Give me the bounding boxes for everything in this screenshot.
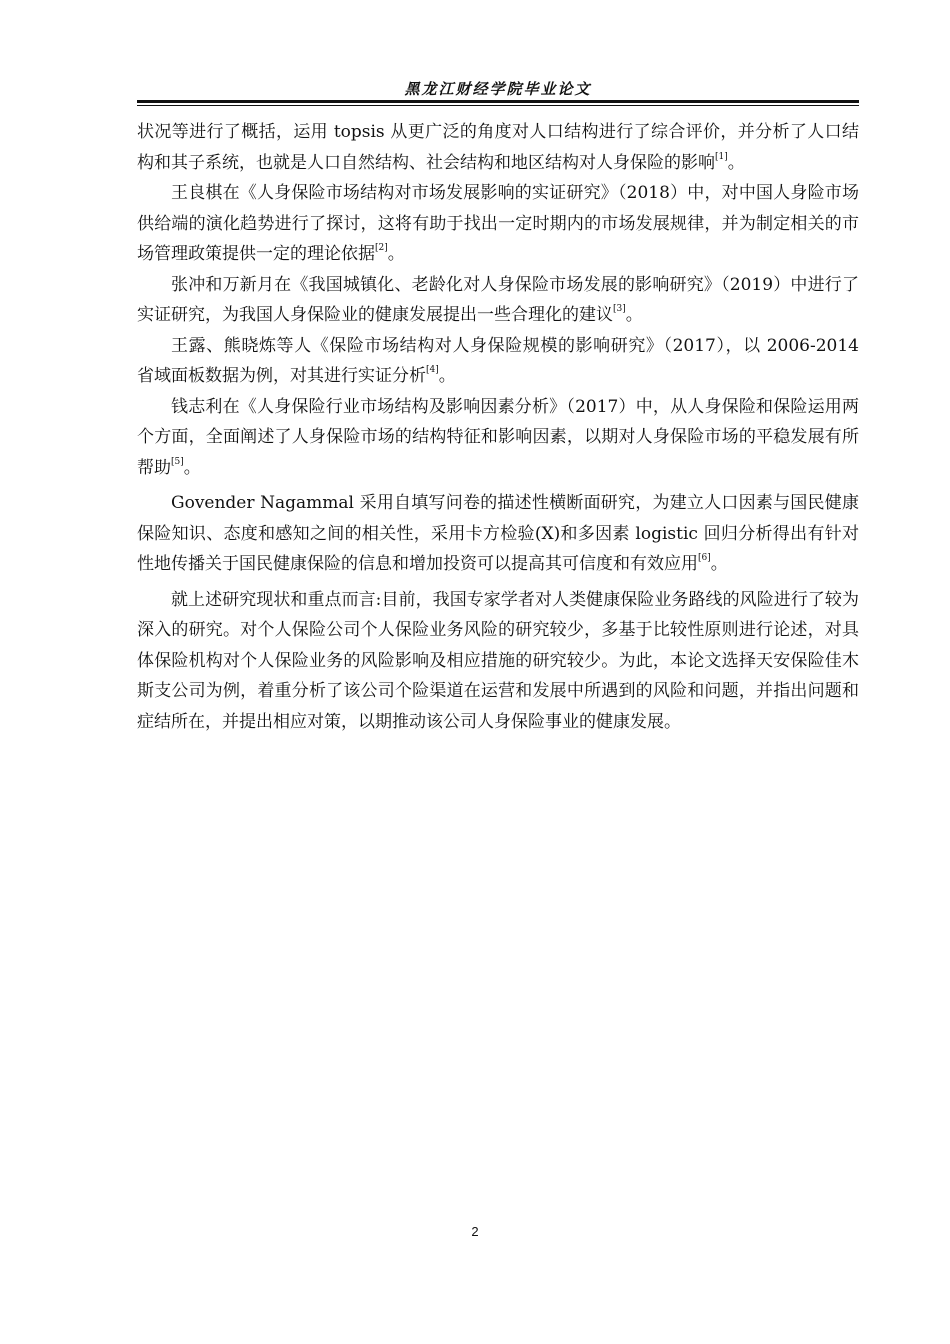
header-rule-thin xyxy=(137,105,859,106)
paragraph: 钱志利在《人身保险行业市场结构及影响因素分析》（2017）中，从人身保险和保险运用两个方面，全面阐述了人身保险市场的结构特征和影响因素，以期对人身保险市场的平稳发展有所帮助[5]。 xyxy=(137,396,859,478)
citation-ref: [5] xyxy=(171,456,184,467)
citation-ref: [6] xyxy=(698,553,711,564)
paragraph: 就上述研究现状和重点而言:目前，我国专家学者对人类健康保险业务路线的风险进行了较为深入的研究。对个人保险公司个人保险业务风险的研究较少，多基于比较性原则进行论述，对具体保险机构对个人保险业务的风险影响及相应措施的研究较少。为此，本论文选择天安保险佳木斯支公司为例，着重分析了该公司个险渠道在运营和发展中所遇到的风险和问题，并指出问题和症结所在，并提出相应对策，以期推动该公司人身保险事业的健康发展。 xyxy=(137,589,859,732)
citation-ref: [3] xyxy=(613,304,626,315)
citation-ref: [2] xyxy=(375,243,388,254)
page-number: 2 xyxy=(471,1224,479,1239)
paragraph: 王良棋在《人身保险市场结构对市场发展影响的实证研究》（2018）中，对中国人身险市场供给端的演化趋势进行了探讨，这将有助于找出一定时期内的市场发展规律，并为制定相关的市场管理政策提供一定的理论依据[2]。 xyxy=(137,183,859,264)
body-text xyxy=(137,117,859,737)
paragraph: Govender Nagammal 采用自填写问卷的描述性横断面研究，为建立人口因素与国民健康保险知识、态度和感知之间的相关性，采用卡方检验(X)和多因素 logistic 回归分析得出有针对性地传播关于国民健康保险的信息和增加投资可以提高其可信度和有效应用[6]。 xyxy=(137,493,859,574)
citation-ref: [4] xyxy=(426,365,439,376)
running-header: 黑龙江财经学院毕业论文 xyxy=(404,80,592,98)
citation-ref: [1] xyxy=(715,151,728,162)
header-rule-thick xyxy=(137,100,859,103)
paragraph-continuation: 状况等进行了概括，运用 topsis 从更广泛的角度对人口结构进行了综合评价，并分析了人口结构和其子系统，也就是人口自然结构、社会结构和地区结构对人身保险的影响[1]。 xyxy=(137,122,859,173)
paragraph: 张冲和万新月在《我国城镇化、老龄化对人身保险市场发展的影响研究》（2019）中进行了实证研究，为我国人身保险业的健康发展提出一些合理化的建议[3]。 xyxy=(137,274,859,325)
paragraph: 王露、熊晓炼等人《保险市场结构对人身保险规模的影响研究》（2017），以 2006-2014 省域面板数据为例，对其进行实证分析[4]。 xyxy=(137,335,859,386)
